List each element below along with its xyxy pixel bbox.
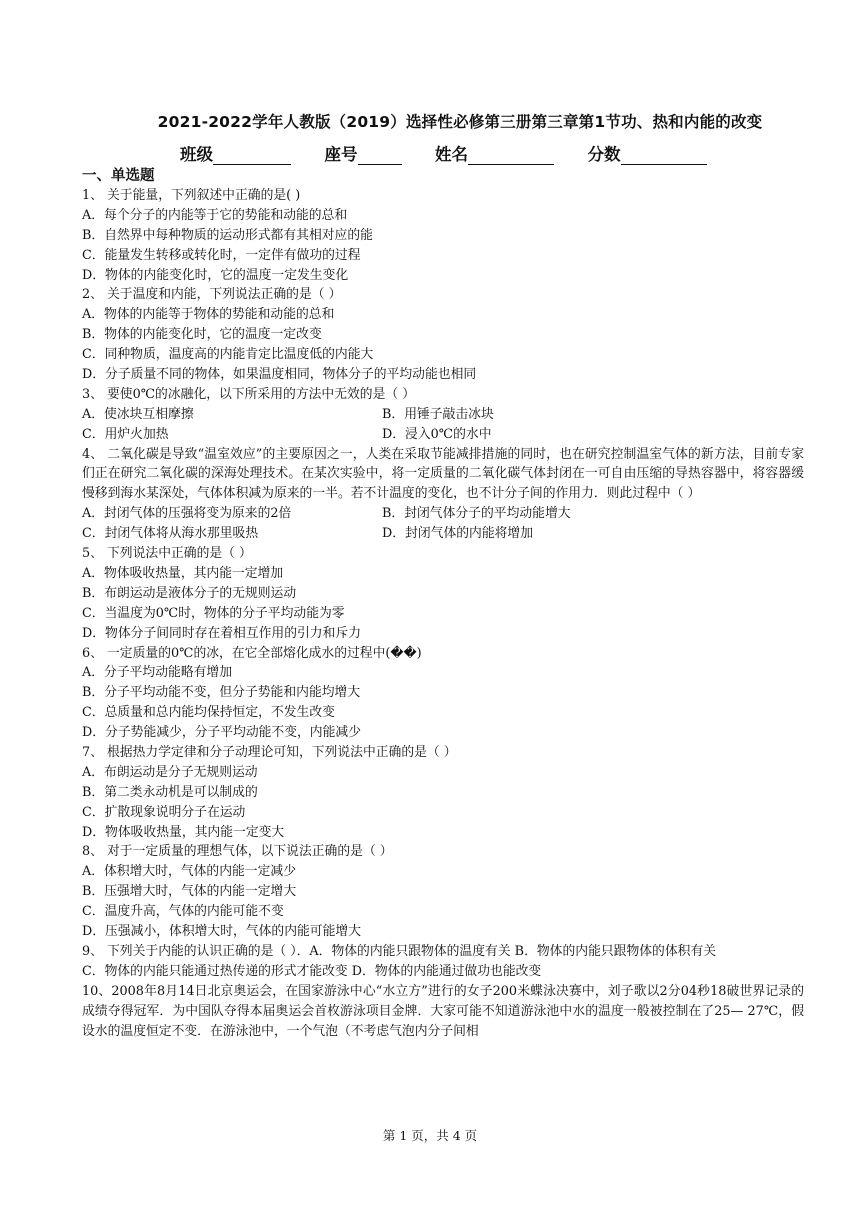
question-5-option-c: C．当温度为0℃时，物体的分子平均动能为零 xyxy=(82,605,345,621)
question-2-stem: 2、 关于温度和内能，下列说法正确的是（ ） xyxy=(82,287,342,303)
question-2-option-a: A．物体的内能等于物体的势能和动能的总和 xyxy=(82,307,335,323)
question-10-stem: 10、2008年8月14日北京奥运会，在国家游泳中心“水立方”进行的女子200米蝶泳决赛中，刘子歌以2分04秒18破世界记录的成绩夺得冠军．为中国队夺得本届奥运会首枚游泳项目金牌．大家可能不知道游泳池中水的温度一般被控制在了25— 27℃，假设水的温度恒定不变．在游泳池中，一个气泡（不考虑气泡内分子间相 xyxy=(82,983,804,1039)
question-4-options-row-1 xyxy=(82,504,804,524)
question-8-option-c: C．温度升高，气体的内能可能不变 xyxy=(82,904,284,920)
question-4-option-c: C．封闭气体将从海水那里吸热 xyxy=(82,526,259,542)
question-6-stem: 6、 一定质量的0℃的冰，在它全部熔化成水的过程中(��) xyxy=(82,645,422,661)
class-blank[interactable] xyxy=(213,148,291,165)
score-blank[interactable] xyxy=(621,148,707,165)
question-4-option-d: D．封闭气体的内能将增加 xyxy=(382,526,534,542)
section-heading: 一、单选题 xyxy=(82,168,155,184)
question-5-stem: 5、 下列说法中正确的是（ ） xyxy=(82,546,252,562)
name-label: 姓名 xyxy=(435,145,468,164)
question-3-options-row-1 xyxy=(82,405,804,425)
class-label: 班级 xyxy=(180,145,213,164)
question-7-option-c: C．扩散现象说明分子在运动 xyxy=(82,804,246,820)
question-5-option-b: B．布朗运动是液体分子的无规则运动 xyxy=(82,585,297,601)
document-title: 2021-2022学年人教版（2019）选择性必修第三册第三章第1节功、热和内能的改变 xyxy=(157,113,763,131)
question-6-option-a: A．分子平均动能略有增加 xyxy=(82,665,233,681)
seat-blank[interactable] xyxy=(358,148,402,165)
question-2-option-b: B．物体的内能变化时，它的温度一定改变 xyxy=(82,327,322,343)
question-3-option-a: A．使冰块互相摩擦 xyxy=(82,406,194,422)
student-info-line xyxy=(180,141,707,165)
question-6-option-c: C．总质量和总内能均保持恒定，不发生改变 xyxy=(82,705,335,721)
question-1-option-b: B．自然界中每种物质的运动形式都有其相对应的能 xyxy=(82,227,373,243)
question-7-option-d: D．物体吸收热量，其内能一定变大 xyxy=(82,824,285,840)
question-3-option-b: B．用锤子敲击冰块 xyxy=(382,406,494,422)
question-3-stem: 3、 要使0℃的冰融化，以下所采用的方法中无效的是（ ） xyxy=(82,386,416,402)
question-6-option-b: B．分子平均动能不变，但分子势能和内能均增大 xyxy=(82,685,361,701)
question-9-options-cd: C．物体的内能只能通过热传递的形式才能改变 D．物体的内能通过做功也能改变 xyxy=(82,963,542,979)
question-7-stem: 7、 根据热力学定律和分子动理论可知，下列说法中正确的是（ ） xyxy=(82,744,457,760)
question-8-option-d: D．压强减小，体积增大时，气体的内能可能增大 xyxy=(82,924,361,939)
question-4-options-row-2 xyxy=(82,524,804,544)
question-3-option-d: D．浸入0℃的水中 xyxy=(382,426,492,442)
question-list xyxy=(82,186,804,1041)
question-5-option-d: D．物体分子间同时存在着相互作用的引力和斥力 xyxy=(82,625,361,641)
question-7-option-a: A．布朗运动是分子无规则运动 xyxy=(82,764,258,780)
page-footer: 第 1 页，共 4 页 xyxy=(382,1128,478,1143)
question-7-option-b: B．第二类永动机是可以制成的 xyxy=(82,784,258,800)
question-1-option-c: C．能量发生转移或转化时，一定伴有做功的过程 xyxy=(82,247,361,263)
question-4-option-a: A．封闭气体的压强将变为原来的2倍 xyxy=(82,506,292,522)
name-blank[interactable] xyxy=(468,148,554,165)
score-label: 分数 xyxy=(587,145,621,164)
question-1-option-a: A．每个分子的内能等于它的势能和动能的总和 xyxy=(82,207,348,223)
question-2-option-d: D．分子质量不同的物体，如果温度相同，物体分子的平均动能也相同 xyxy=(82,367,477,383)
question-4-stem: 4、 二氧化碳是导致“温室效应”的主要原因之一，人类在采取节能减排措施的同时，也在研究控制温室气体的新方法，目前专家们正在研究二氧化碳的深海处理技术。在某次实验中，将一定质量的二氧化碳气体封闭在一可自由压缩的导热容器中，将容器缓慢移到海水某深处，气体体积减为原来的一半。若不计温度的变化，也不计分子间的作用力．则此过程中（ ） xyxy=(82,446,804,502)
question-5-option-a: A．物体吸收热量，其内能一定增加 xyxy=(82,565,284,581)
question-8-stem: 8、 对于一定质量的理想气体，以下说法正确的是（ ） xyxy=(82,844,393,860)
question-8-option-a: A．体积增大时，气体的内能一定减少 xyxy=(82,864,296,880)
question-1-stem: 1、 关于能量，下列叙述中正确的是( ) xyxy=(82,188,301,203)
question-2-option-c: C．同种物质，温度高的内能肯定比温度低的内能大 xyxy=(82,347,374,363)
question-3-options-row-2 xyxy=(82,425,804,445)
question-4-option-b: B．封闭气体分子的平均动能增大 xyxy=(382,506,571,522)
question-8-option-b: B．压强增大时，气体的内能一定增大 xyxy=(82,884,297,900)
question-3-option-c: C．用炉火加热 xyxy=(82,426,169,442)
seat-label: 座号 xyxy=(324,145,358,164)
question-9-stem: 9、 下列关于内能的认识正确的是（ ）．A．物体的内能只跟物体的温度有关 B．物体的内能只跟物体的体积有关 xyxy=(82,943,717,959)
question-1-option-d: D．物体的内能变化时，它的温度一定发生变化 xyxy=(82,267,349,283)
question-6-option-d: D．分子势能减少，分子平均动能不变，内能减少 xyxy=(82,725,361,741)
